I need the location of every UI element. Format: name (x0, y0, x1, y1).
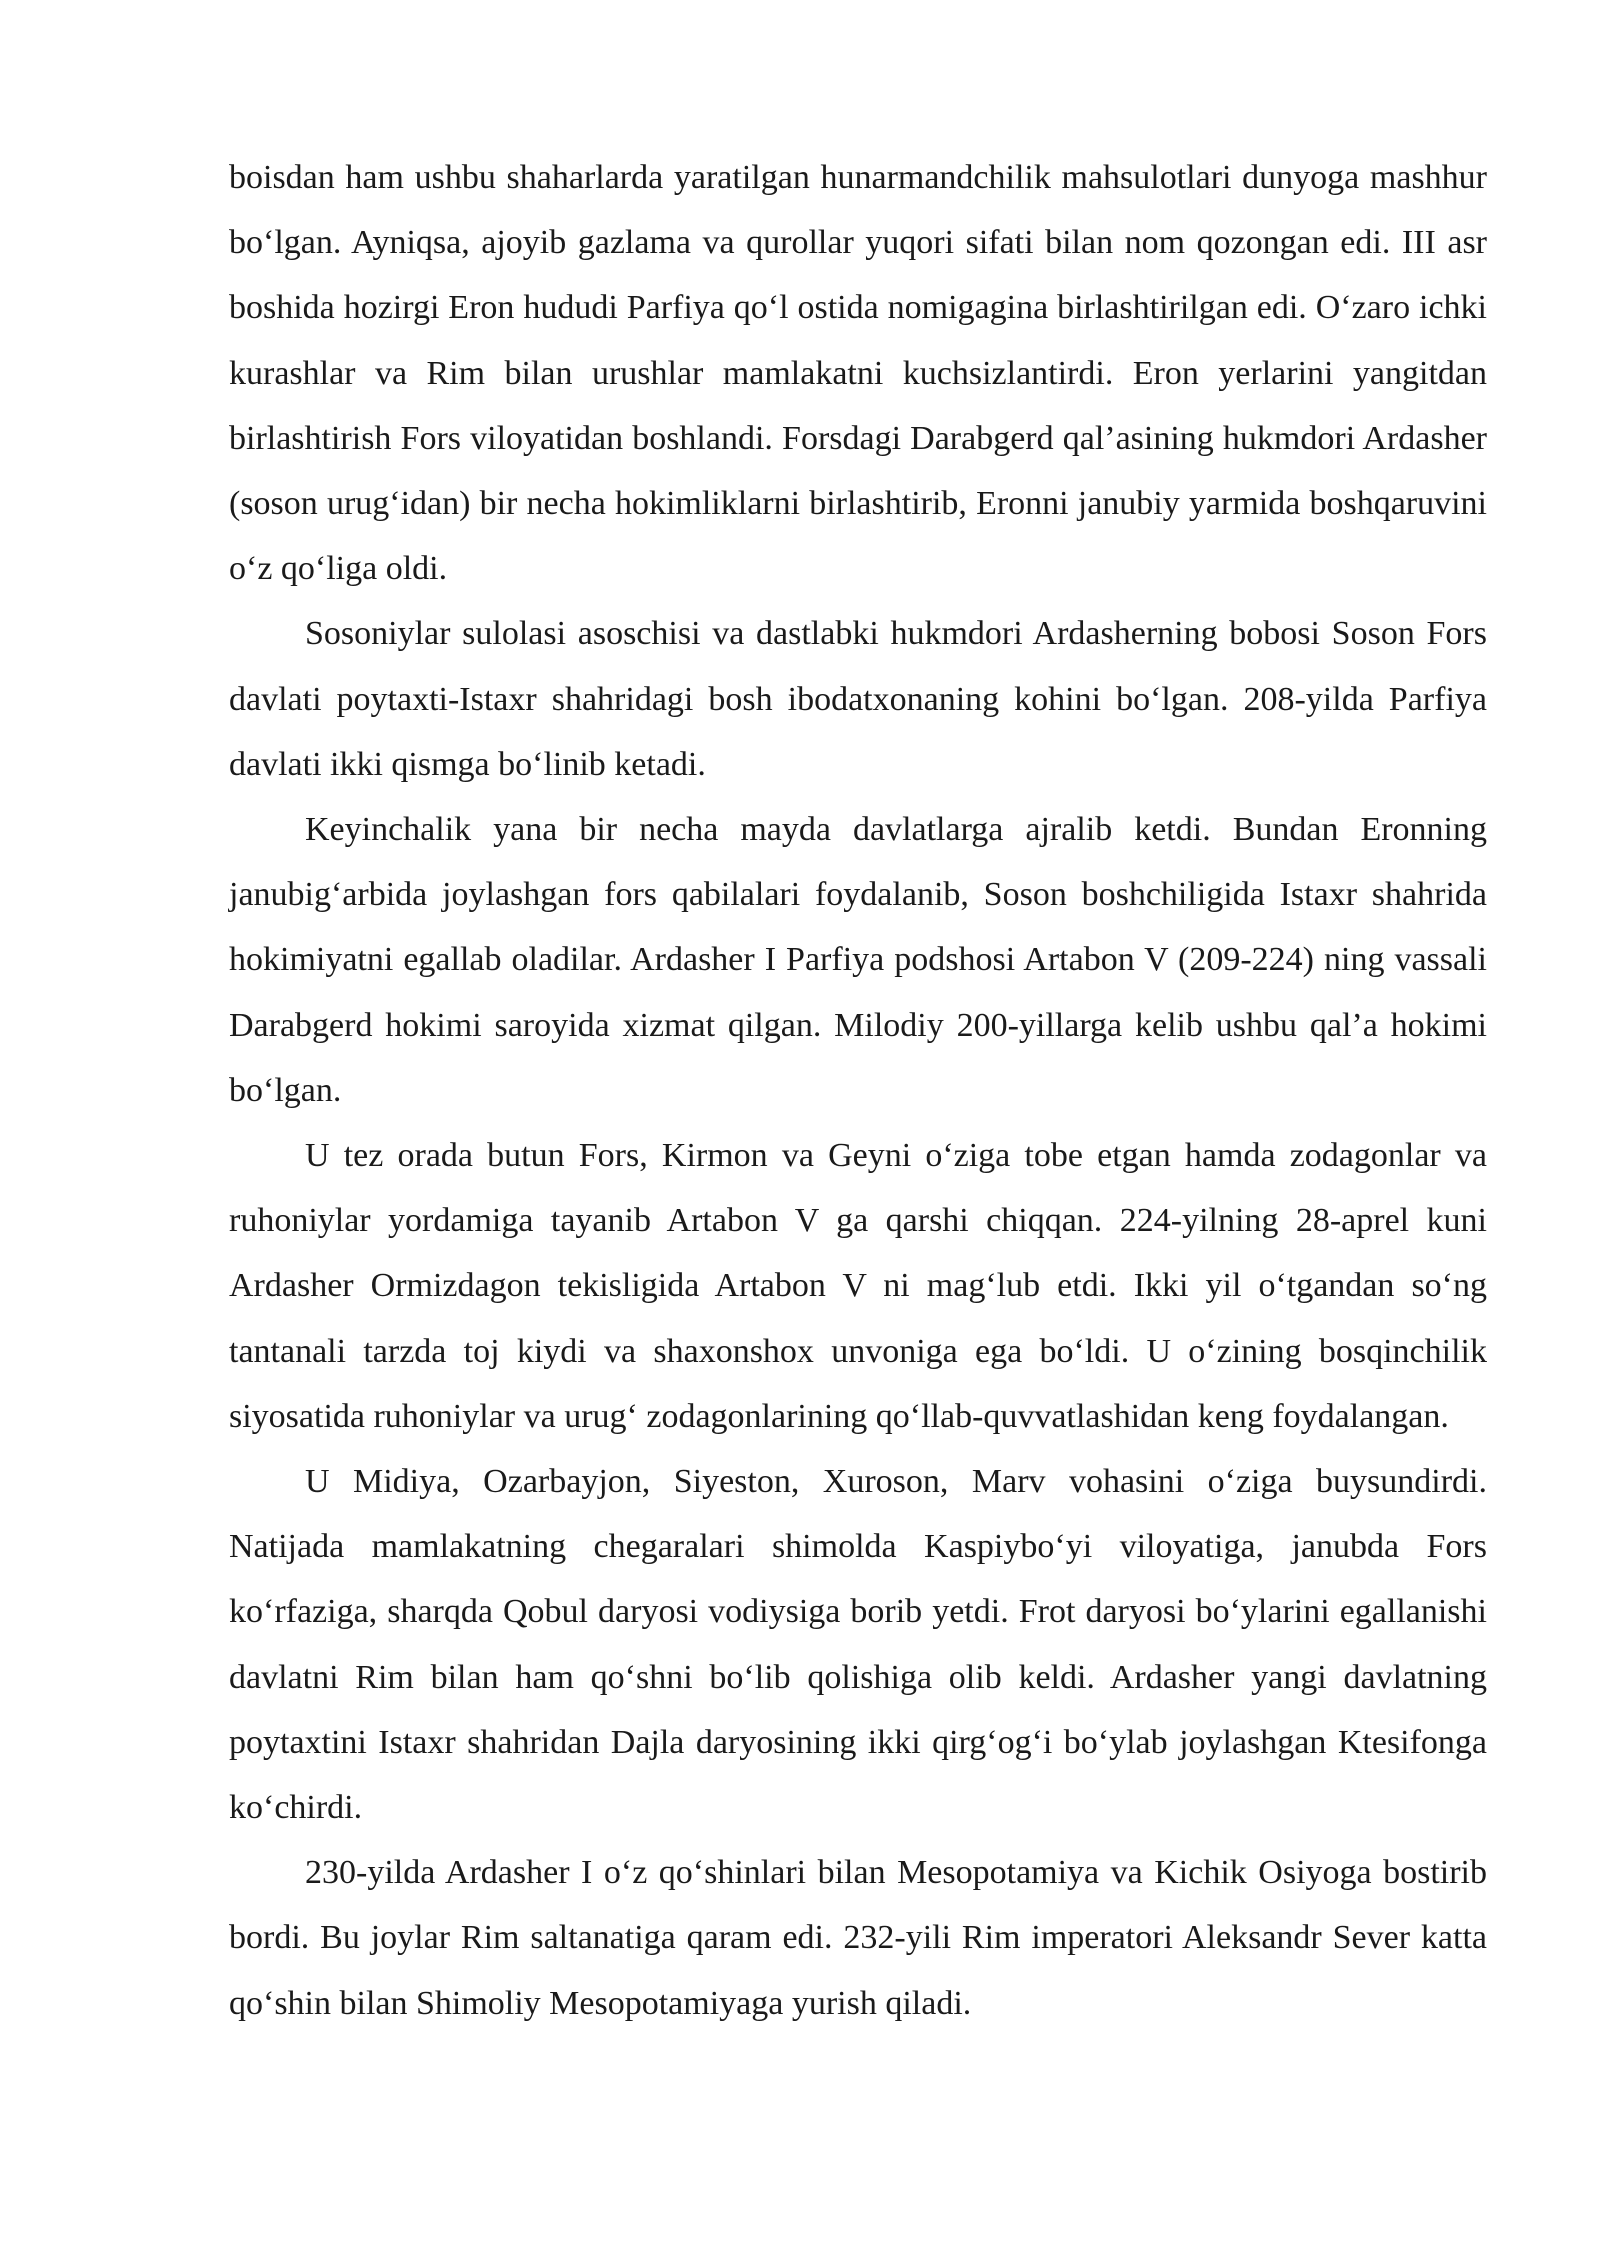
paragraph-6: 230-yilda Ardasher I o‘z qo‘shinlari bilan Mesopotamiya va Kichik Osiyoga bostirib bordi. Bu joylar Rim saltanatiga qaram edi. 232-yili Rim imperatori Aleksandr Sever katta qo‘shin bilan Shimoliy Mesopotamiyaga yurish qiladi. (229, 1854, 1487, 2022)
paragraph-1: boisdan ham ushbu shaharlarda yaratilgan hunarmandchilik mahsulotlari dunyoga mashhur bo‘lgan. Ayniqsa, ajoyib gazlama va qurollar yuqori sifati bilan nom qozongan edi. III asr boshida hozirgi Eron hududi Parfiya qo‘l ostida nomigagina birlashtirilgan edi. O‘zaro ichki kurashlar va Rim bilan urushlar mamlakatni kuchsizlantirdi. Eron yerlarini yangitdan birlashtirish Fors viloyatidan boshlandi. Forsdagi Darabgerd qal’asining hukmdori Ardasher (soson urug‘idan) bir necha hokimliklarni birlashtirib, Eronni janubiy yarmida boshqaruvini o‘z qo‘liga oldi. (229, 159, 1487, 588)
document-page (229, 145, 1487, 2036)
paragraph-2: Sosoniylar sulolasi asoschisi va dastlabki hukmdori Ardasherning bobosi Soson Fors davlati poytaxti-Istaxr shahridagi bosh ibodatxonaning kohini bo‘lgan. 208-yilda Parfiya davlati ikki qismga bo‘linib ketadi. (229, 615, 1487, 783)
paragraph-5: U Midiya, Ozarbayjon, Siyeston, Xuroson, Marv vohasini o‘ziga buysundirdi. Natijada mamlakatning chegaralari shimolda Kaspiybo‘yi viloyatiga, janubda Fors ko‘rfaziga, sharqda Qobul daryosi vodiysiga borib yetdi. Frot daryosi bo‘ylarini egallanishi davlatni Rim bilan ham qo‘shni bo‘lib qolishiga olib keldi. Ardasher yangi davlatning poytaxtini Istaxr shahridan Dajla daryosining ikki qirg‘og‘i bo‘ylab joylashgan Ktesifonga ko‘chirdi. (229, 1463, 1487, 1827)
paragraph-4: U tez orada butun Fors, Kirmon va Geyni o‘ziga tobe etgan hamda zodagonlar va ruhoniylar yordamiga tayanib Artabon V ga qarshi chiqqan. 224-yilning 28-aprel kuni Ardasher Ormizdagon tekisligida Artabon V ni mag‘lub etdi. Ikki yil o‘tgandan so‘ng tantanali tarzda toj kiydi va shaxonshox unvoniga ega bo‘ldi. U o‘zining bosqinchilik siyosatida ruhoniylar va urug‘ zodagonlarining qo‘llab-quvvatlashidan keng foydalangan. (229, 1137, 1487, 1435)
paragraph-3: Keyinchalik yana bir necha mayda davlatlarga ajralib ketdi. Bundan Eronning janubig‘arbida joylashgan fors qabilalari foydalanib, Soson boshchiligida Istaxr shahrida hokimiyatni egallab oladilar. Ardasher I Parfiya podshosi Artabon V (209-224) ning vassali Darabgerd hokimi saroyida xizmat qilgan. Milodiy 200-yillarga kelib ushbu qal’a hokimi bo‘lgan. (229, 811, 1487, 1109)
